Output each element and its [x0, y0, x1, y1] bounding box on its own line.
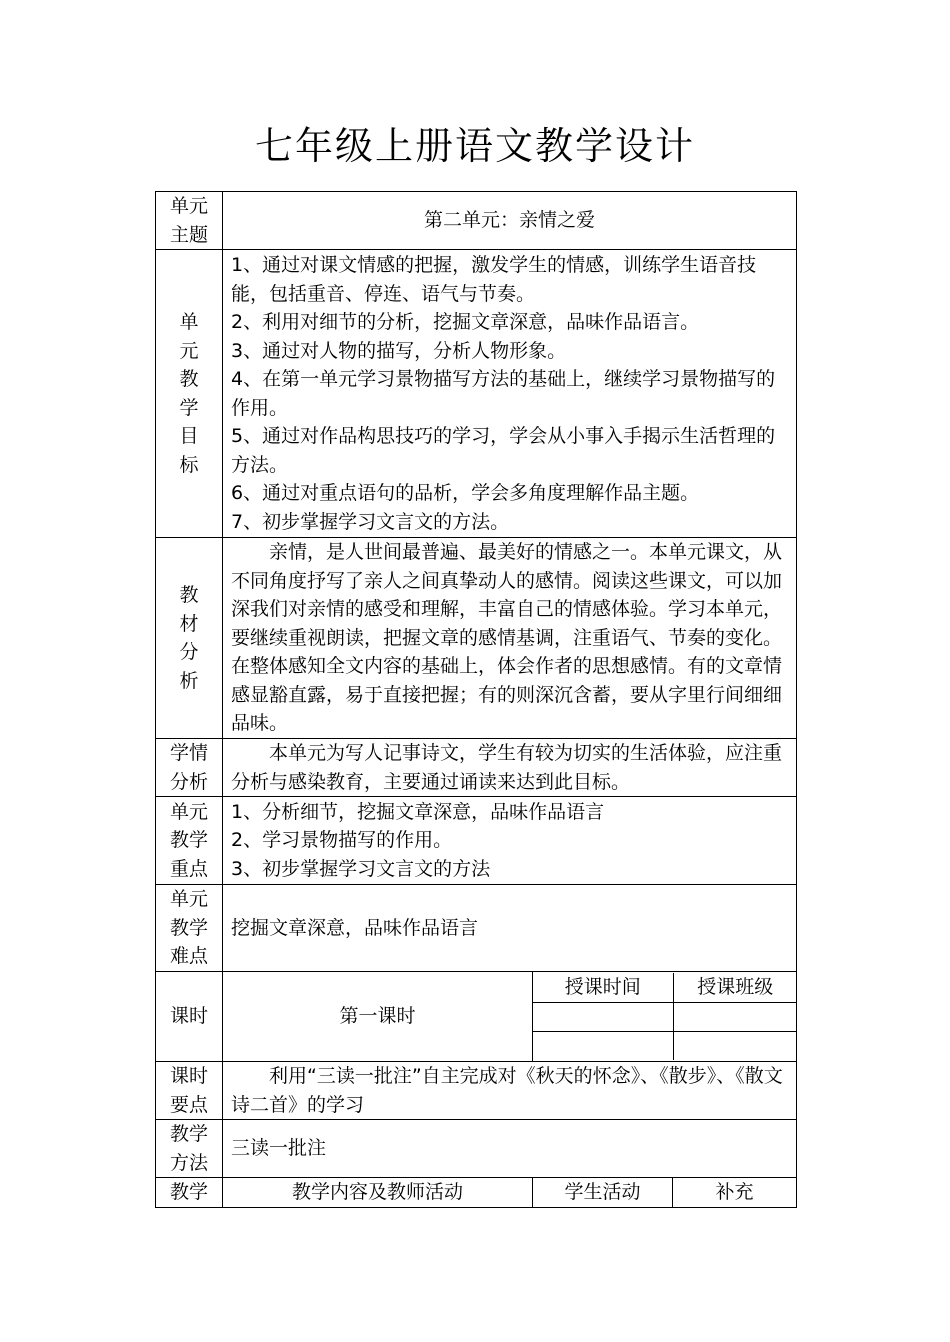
- row-material-analysis: [156, 538, 797, 739]
- unit-theme-label: 单元主题: [156, 192, 223, 250]
- row-unit-theme: [156, 192, 797, 250]
- lesson-schedule-cell: [533, 972, 797, 1062]
- lesson-value: 第一课时: [223, 972, 533, 1062]
- row-process-header: [156, 1178, 797, 1208]
- time-value-cell: [533, 1002, 673, 1031]
- key-points-label: 单元教学重点: [156, 797, 223, 885]
- goal-item: 4、在第一单元学习景物描写方法的基础上，继续学习景物描写的作用。: [231, 368, 776, 419]
- lesson-schedule-table: [533, 973, 797, 1060]
- row-unit-goals: [156, 250, 797, 538]
- key-point-item: 1、分析细节，挖掘文章深意，品味作品语言: [231, 800, 605, 823]
- key-point-item: 3、初步掌握学习文言文的方法: [231, 857, 491, 880]
- row-lesson-points: [156, 1062, 797, 1120]
- goal-item: 2、利用对细节的分析，挖掘文章深意，品味作品语言。: [231, 311, 700, 333]
- row-key-points: [156, 797, 797, 885]
- class-value-cell-2: [673, 1031, 797, 1060]
- difficulty-value: 挖掘文章深意，品味作品语言: [223, 885, 797, 972]
- unit-theme-value: 第二单元：亲情之爱: [223, 192, 797, 250]
- goal-item: 6、通过对重点语句的品析，学会多角度理解作品主题。: [231, 482, 700, 504]
- process-label: 教学: [156, 1178, 223, 1208]
- goal-item: 7、初步掌握学习文言文的方法。: [231, 510, 510, 533]
- goal-item: 1、通过对课文情感的把握，激发学生的情感，训练学生语音技能，包括重音、停连、语气与节奏。: [231, 254, 757, 305]
- learner-text: 本单元为写人记事诗文，学生有较为切实的生活体验，应注重分析与感染教育，主要通过诵读来达到此目标。: [223, 739, 797, 797]
- row-teaching-method: [156, 1120, 797, 1178]
- goal-item: 3、通过对人物的描写，分析人物形象。: [231, 339, 567, 362]
- material-text: 亲情，是人世间最普遍、最美好的情感之一。本单元课文，从不同角度抒写了亲人之间真挚动人的感情。阅读这些课文，可以加深我们对亲情的感受和理解，丰富自己的情感体验。学习本单元，要继续重视朗读，把握文章的感情基调，注重语气、节奏的变化。在整体感知全文内容的基础上，体会作者的思想感情。有的文章情感显豁直露，易于直接把握；有的则深沉含蓄，要从字里行间细细品味。: [223, 538, 797, 739]
- class-value-cell: [673, 1002, 797, 1031]
- row-learner-analysis: [156, 739, 797, 797]
- material-label: 教材分析: [156, 538, 223, 739]
- key-point-item: 2、学习景物描写的作用。: [231, 829, 453, 852]
- goal-item: 5、通过对作品构思技巧的学习，学会从小事入手揭示生活哲理的方法。: [231, 425, 776, 476]
- lesson-points-label: 课时要点: [156, 1062, 223, 1120]
- time-header: 授课时间: [533, 973, 673, 1002]
- goals-label: 单元教学目标: [156, 250, 223, 538]
- goals-list: [223, 250, 797, 538]
- page-title: 七年级上册语文教学设计: [254, 124, 695, 168]
- difficulty-label: 单元教学难点: [156, 885, 223, 972]
- lesson-plan-table: [155, 191, 797, 1208]
- class-header: 授课班级: [673, 973, 797, 1002]
- row-lesson: [156, 972, 797, 1062]
- time-value-cell-2: [533, 1031, 673, 1060]
- col-student-activity: 学生活动: [533, 1178, 673, 1208]
- col-supplement: 补充: [673, 1178, 797, 1208]
- row-difficulty: [156, 885, 797, 972]
- lesson-points-text: 利用“三读一批注”自主完成对《秋天的怀念》、《散步》、《散文诗二首》的学习: [223, 1062, 797, 1120]
- lesson-label: 课时: [156, 972, 223, 1062]
- method-label: 教学方法: [156, 1120, 223, 1178]
- key-points-list: [223, 797, 797, 885]
- col-teacher-activity: 教学内容及教师活动: [223, 1178, 533, 1208]
- method-value: 三读一批注: [223, 1120, 797, 1178]
- learner-label: 学情分析: [156, 739, 223, 797]
